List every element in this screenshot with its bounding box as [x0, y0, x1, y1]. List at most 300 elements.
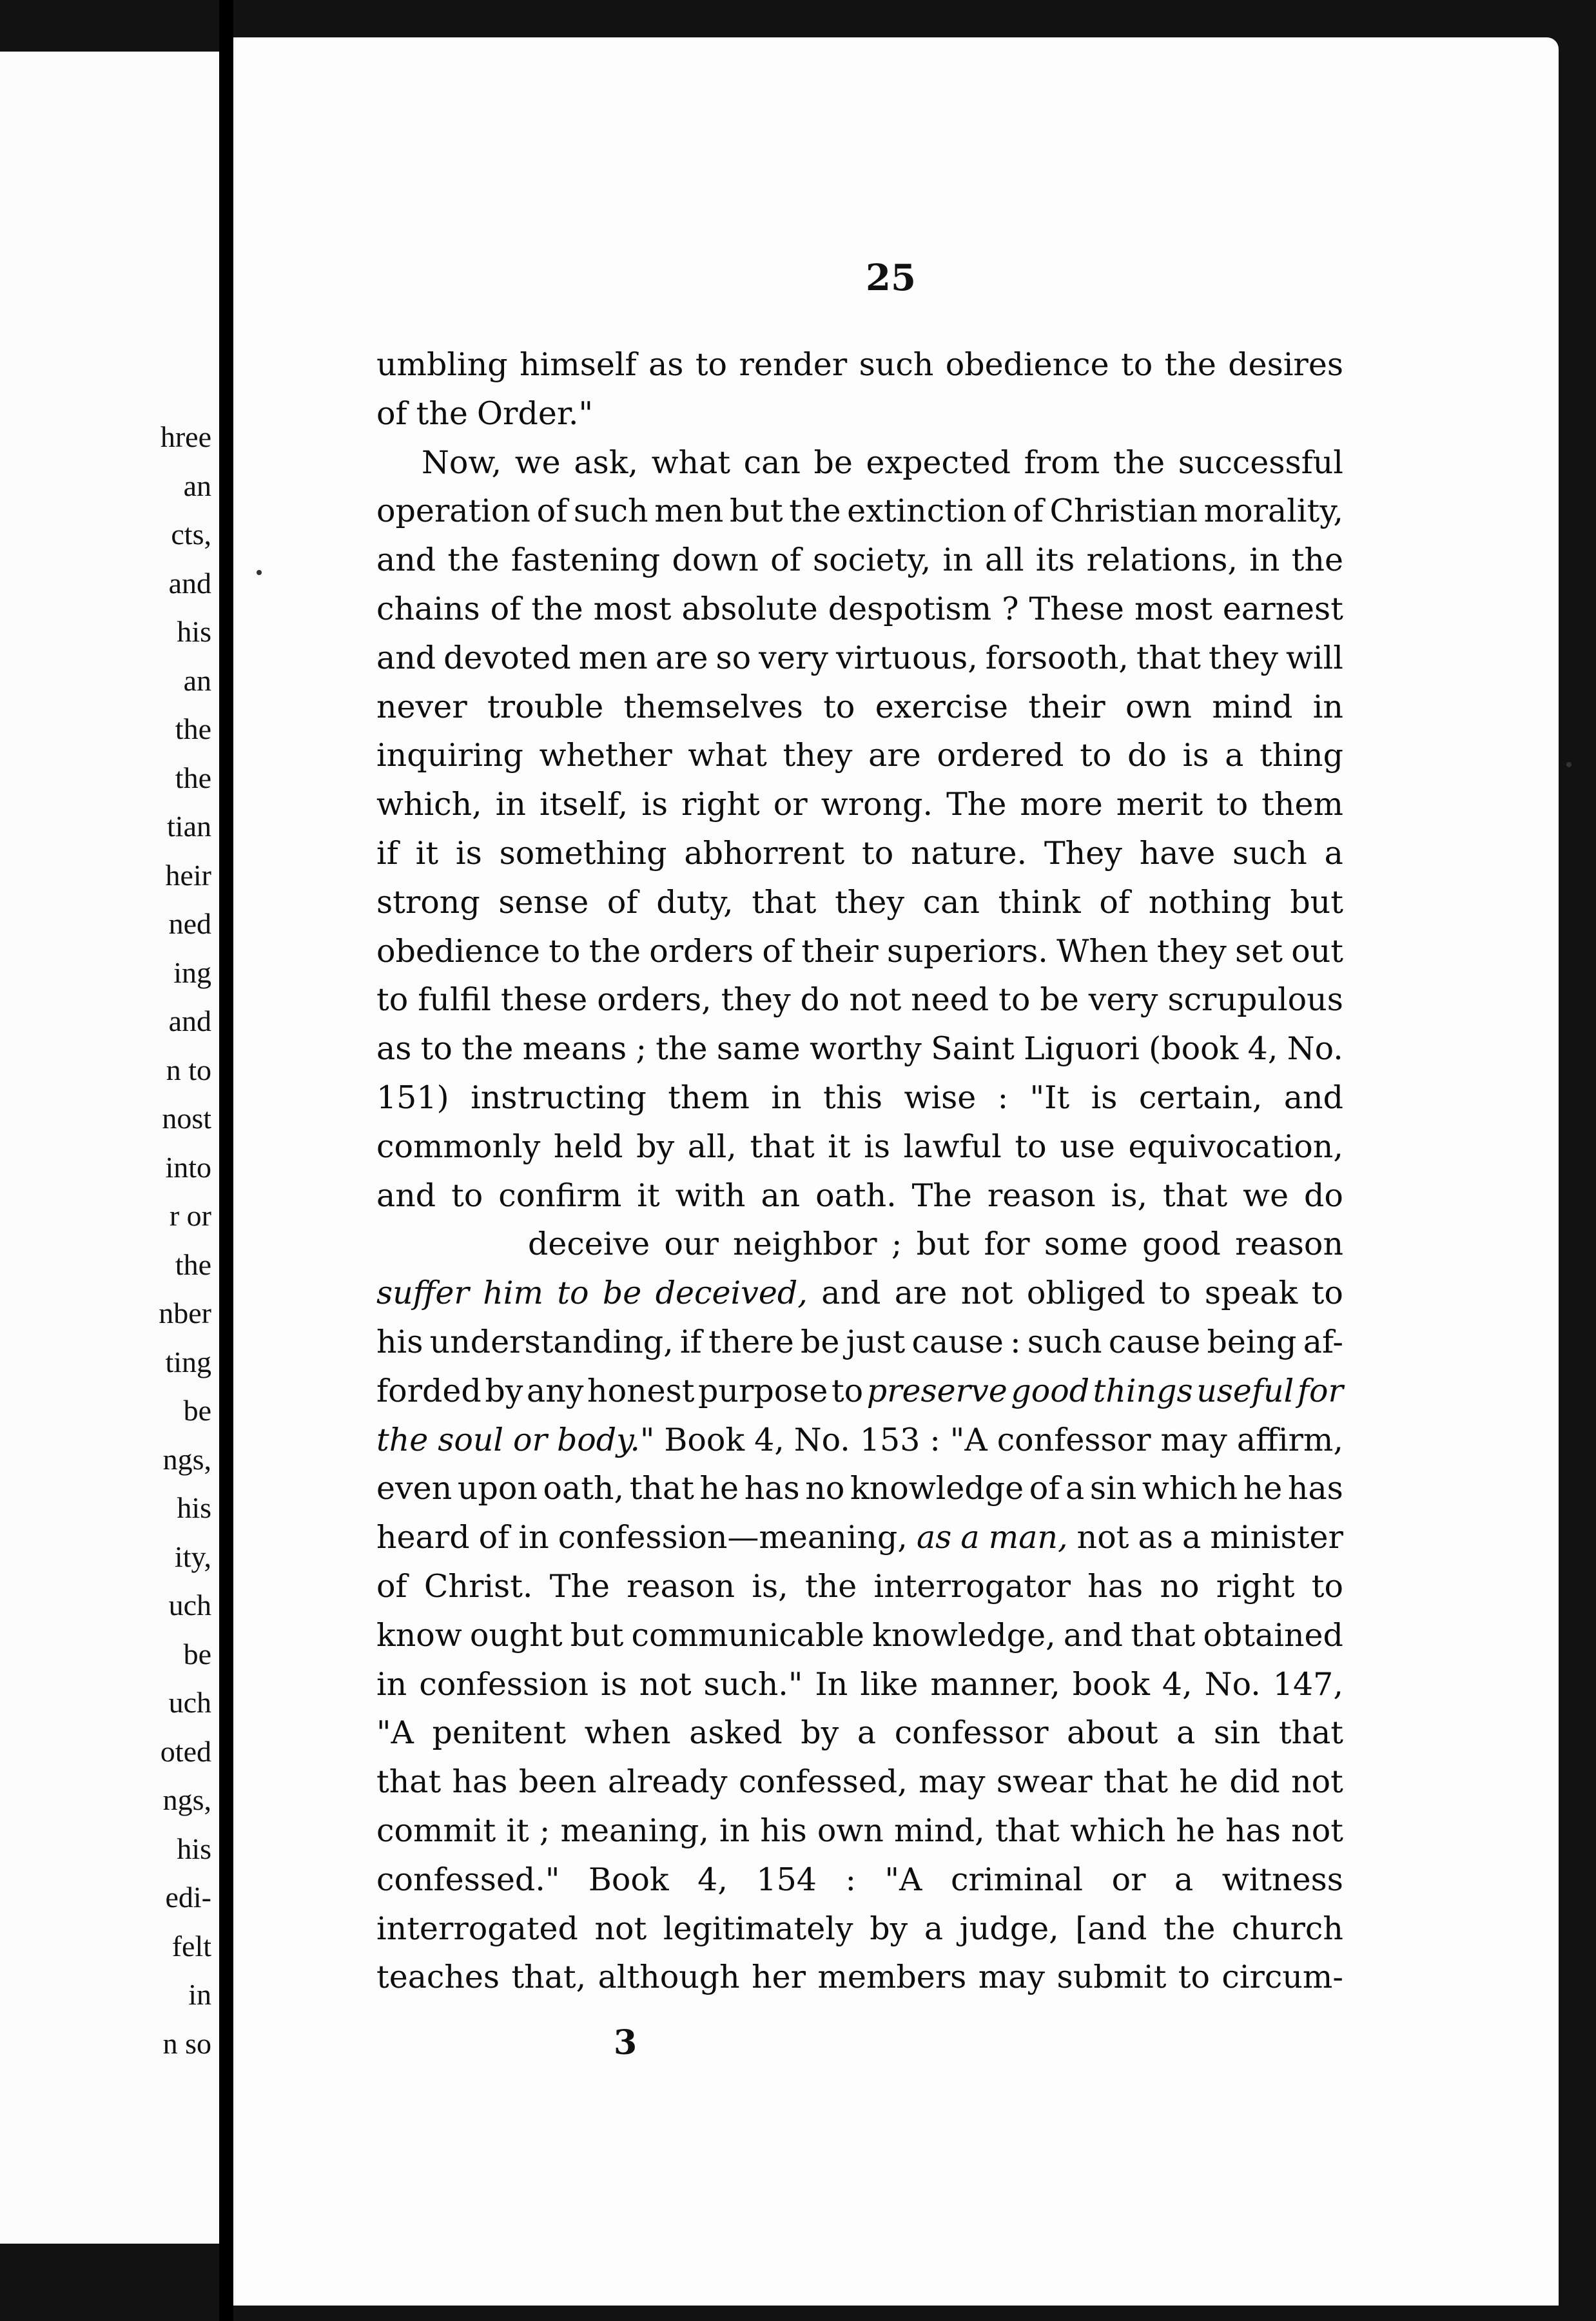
left-page-fragment: his: [177, 1832, 211, 1865]
text-word: church: [1231, 1910, 1343, 1947]
text-word: the: [589, 932, 641, 970]
text-word: do: [1304, 1177, 1343, 1214]
text-word: to: [823, 688, 855, 725]
text-line: [376, 536, 1343, 585]
text-word: [and: [1075, 1910, 1147, 1947]
text-line: [376, 585, 1343, 634]
text-word: The: [911, 1177, 972, 1214]
text-word: we: [1243, 1177, 1289, 1214]
text-word: useful: [1196, 1372, 1294, 1409]
left-page-fragment: his: [177, 1491, 211, 1524]
text-word: "It: [1029, 1079, 1070, 1116]
text-word: No.: [1287, 1030, 1343, 1068]
text-word: has: [744, 1470, 800, 1507]
text-word: their: [801, 932, 879, 970]
left-page-fragment: ity,: [174, 1540, 211, 1573]
text-word: witness: [1221, 1861, 1343, 1898]
text-word: there: [708, 1323, 794, 1360]
text-word: are: [894, 1275, 948, 1312]
text-word: 4,: [697, 1861, 728, 1898]
text-word: exercise: [875, 688, 1009, 725]
text-word: equivocation,: [1128, 1128, 1343, 1165]
text-word: to: [695, 346, 728, 383]
text-word: preserve: [866, 1372, 1007, 1409]
text-word: ;: [891, 1226, 902, 1263]
text-word: but: [729, 493, 783, 530]
left-page-fragment: ngs,: [162, 1783, 211, 1816]
text-word: ought: [469, 1616, 563, 1654]
text-word: No.: [1204, 1665, 1261, 1703]
left-page-fragment: be: [183, 1394, 211, 1427]
text-word: understanding,: [429, 1323, 674, 1360]
text-word: he: [1243, 1470, 1283, 1507]
text-word: such: [1027, 1323, 1102, 1360]
text-word: worthy: [809, 1030, 922, 1068]
left-page-fragment: ting: [165, 1345, 211, 1378]
text-word: lawful: [903, 1128, 1002, 1165]
left-page-fragment: ned: [168, 907, 211, 940]
text-word: most: [593, 590, 672, 627]
text-word: wrong.: [821, 786, 933, 823]
text-word: (book: [1149, 1030, 1239, 1068]
text-word: "A: [884, 1861, 922, 1898]
text-word: already: [608, 1763, 728, 1801]
text-word: confessed.": [376, 1861, 560, 1898]
text-word: thing: [1260, 737, 1343, 774]
text-word: itself,: [540, 786, 628, 823]
text-word: to: [1080, 737, 1112, 774]
text-word: purpose: [698, 1372, 828, 1409]
text-word: about: [1067, 1714, 1158, 1752]
text-word: in: [1312, 688, 1343, 725]
text-word: to: [1216, 786, 1249, 823]
text-word: of: [536, 493, 568, 530]
text-word: "A: [949, 1421, 988, 1458]
text-line: [376, 340, 1343, 389]
text-word: confession: [419, 1665, 589, 1703]
text-word: he: [1176, 1812, 1215, 1849]
text-line: [376, 1367, 1343, 1416]
text-word: affirm,: [1236, 1421, 1343, 1458]
text-word: and: [376, 1177, 436, 1214]
text-word: judge,: [959, 1910, 1059, 1947]
text-word: themselves: [623, 688, 803, 725]
text-word: the: [1113, 444, 1165, 481]
left-page-fragment: uch: [168, 1686, 211, 1719]
text-word: are: [868, 737, 921, 774]
text-word: is,: [1111, 1177, 1148, 1214]
text-word: like: [860, 1665, 919, 1703]
text-word: Saint: [931, 1030, 1015, 1068]
text-word: him: [483, 1275, 543, 1312]
text-word: even: [376, 1470, 453, 1507]
text-line: [376, 1318, 1343, 1367]
text-word: Order.": [476, 395, 594, 432]
text-word: man,: [988, 1519, 1068, 1556]
text-word: extinction: [847, 493, 1007, 530]
text-word: 4,: [1247, 1030, 1278, 1068]
left-page-fragment: nber: [159, 1297, 211, 1329]
text-word: use: [1060, 1128, 1115, 1165]
text-word: Now,: [422, 444, 502, 481]
text-word: set: [1235, 932, 1283, 970]
text-word: that: [376, 1763, 442, 1801]
body-text: [376, 340, 1343, 2002]
text-word: something: [499, 834, 667, 872]
text-word: to: [557, 1275, 589, 1312]
left-page-fragment: and: [168, 1004, 211, 1037]
text-word: meaning,: [560, 1812, 709, 1849]
text-word: teaches: [376, 1959, 500, 1996]
text-word: held: [553, 1128, 623, 1165]
text-word: of: [1013, 493, 1044, 530]
text-word: chains: [376, 590, 480, 627]
text-word: to: [998, 981, 1031, 1019]
text-word: to: [1159, 1275, 1191, 1312]
text-word: men: [578, 639, 648, 676]
text-word: which: [1142, 1470, 1238, 1507]
text-word: has: [452, 1763, 508, 1801]
left-page-fragment: cts,: [171, 518, 211, 551]
text-word: will: [1285, 639, 1343, 676]
text-word: an: [761, 1177, 801, 1214]
text-word: confirm: [498, 1177, 622, 1214]
text-word: or: [773, 786, 808, 823]
text-word: fulfil: [418, 981, 491, 1019]
text-word: if: [679, 1323, 702, 1360]
text-line: [376, 487, 1343, 536]
text-word: but: [570, 1616, 624, 1654]
text-word: operation: [376, 493, 530, 530]
text-word: so: [715, 639, 752, 676]
text-word: In: [815, 1665, 848, 1703]
text-word: earnest: [1222, 590, 1343, 627]
text-word: no: [1160, 1567, 1200, 1605]
text-word: what: [688, 737, 767, 774]
left-page-fragment: tian: [167, 810, 211, 843]
text-word: can: [743, 444, 801, 481]
text-word: sense: [498, 883, 589, 921]
text-word: oath,: [543, 1470, 625, 1507]
text-word: interrogator: [873, 1567, 1071, 1605]
text-word: is,: [752, 1567, 788, 1605]
text-word: heard: [376, 1519, 470, 1556]
page-number: 25: [866, 257, 916, 299]
text-word: interrogated: [376, 1910, 578, 1947]
text-word: of: [762, 932, 793, 970]
text-word: ask,: [574, 444, 638, 481]
text-word: such: [1232, 834, 1307, 872]
text-word: body.": [556, 1421, 655, 1458]
text-word: and: [1283, 1079, 1343, 1116]
left-page-fragment: his: [177, 615, 211, 648]
text-word: and: [1063, 1616, 1124, 1654]
left-page-fragment: r or: [169, 1199, 211, 1232]
text-word: the: [1164, 346, 1216, 383]
text-word: oath.: [815, 1177, 897, 1214]
text-word: by: [485, 1372, 523, 1409]
text-word: absolute: [681, 590, 818, 627]
text-word: 153: [859, 1421, 920, 1458]
text-word: means: [522, 1030, 627, 1068]
text-word: that: [1278, 1714, 1343, 1752]
text-word: their: [1028, 688, 1105, 725]
text-word: with: [675, 1177, 746, 1214]
text-word: 4,: [1162, 1665, 1192, 1703]
text-word: just: [846, 1323, 906, 1360]
text-line: [376, 1024, 1343, 1073]
text-word: its: [1035, 542, 1075, 579]
text-word: by: [636, 1128, 675, 1165]
text-word: :: [997, 1079, 1009, 1116]
text-word: as: [916, 1519, 952, 1556]
left-page-fragment: the: [175, 712, 211, 745]
text-word: never: [376, 688, 467, 725]
left-page-fragment: ing: [173, 955, 211, 989]
text-word: a: [960, 1519, 980, 1556]
text-word: sin: [1089, 1470, 1137, 1507]
left-page-fragment: in: [188, 1978, 211, 2011]
text-word: book: [1072, 1665, 1150, 1703]
left-page-fragment: n to: [166, 1053, 211, 1086]
text-word: we: [514, 444, 561, 481]
text-word: not: [594, 1910, 647, 1947]
text-word: whether: [539, 737, 672, 774]
left-page-fragment: be: [183, 1637, 211, 1670]
text-word: has: [1287, 1470, 1343, 1507]
text-word: strong: [376, 883, 480, 921]
text-word: do: [800, 981, 840, 1019]
left-page-text-fragments: [159, 413, 211, 2068]
text-word: they: [783, 737, 853, 774]
text-word: When: [1056, 932, 1149, 970]
left-page-fragment: an: [183, 469, 211, 502]
text-word: fastening: [511, 542, 661, 579]
text-word: very: [759, 639, 828, 676]
text-word: The: [549, 1567, 610, 1605]
text-word: to: [376, 981, 409, 1019]
text-word: of: [478, 1519, 510, 1556]
text-word: that: [1103, 1763, 1169, 1801]
text-word: but: [1290, 883, 1343, 921]
text-line: [376, 1269, 1343, 1318]
text-word: society,: [813, 542, 931, 579]
text-word: not: [1291, 1763, 1343, 1801]
signature-mark: 3: [614, 2023, 637, 2062]
text-word: render: [739, 346, 848, 383]
text-word: mind: [1212, 688, 1293, 725]
text-word: merit: [1116, 786, 1203, 823]
text-line: [376, 1953, 1343, 2002]
text-word: being: [1207, 1323, 1297, 1360]
text-word: members: [817, 1959, 967, 1996]
text-word: and: [821, 1275, 881, 1312]
text-word: our: [664, 1226, 719, 1263]
text-word: obedience: [376, 932, 540, 970]
text-word: is: [600, 1665, 627, 1703]
text-word: honest: [587, 1372, 695, 1409]
text-word: that: [752, 883, 817, 921]
text-word: obliged: [1026, 1275, 1145, 1312]
text-word: 154: [756, 1861, 817, 1898]
text-word: all: [984, 542, 1024, 579]
text-word: morality,: [1203, 493, 1343, 530]
left-page-fragment: n so: [162, 2026, 211, 2060]
text-word: any: [526, 1372, 584, 1409]
text-word: of: [490, 590, 521, 627]
text-word: penitent: [432, 1714, 567, 1752]
text-word: is: [1091, 1079, 1118, 1116]
text-word: for: [1297, 1372, 1343, 1409]
text-word: the: [447, 542, 500, 579]
text-word: the: [789, 493, 841, 530]
text-word: to: [1311, 1275, 1343, 1312]
text-word: despotism: [828, 590, 992, 627]
margin-speck: [257, 570, 262, 575]
text-word: a: [924, 1910, 944, 1947]
text-word: confessed,: [738, 1763, 908, 1801]
text-word: that: [1136, 639, 1201, 676]
text-word: and: [376, 542, 436, 579]
left-page-fragment: the: [175, 761, 211, 794]
text-line: [376, 780, 1343, 829]
text-line: [376, 1073, 1343, 1122]
text-word: or: [513, 1421, 547, 1458]
text-word: reason: [987, 1177, 1096, 1214]
text-word: cause: [1108, 1323, 1201, 1360]
text-word: nature.: [911, 834, 1027, 872]
text-word: his: [376, 1323, 423, 1360]
left-page-fragment: edi-: [165, 1881, 211, 1914]
text-word: a: [1225, 737, 1244, 774]
text-word: they: [1209, 639, 1278, 676]
text-word: ;: [636, 1030, 647, 1068]
text-word: that: [750, 1128, 815, 1165]
text-word: reason: [627, 1567, 735, 1605]
text-word: be: [602, 1275, 642, 1312]
text-word: forded: [376, 1372, 482, 1409]
text-word: know: [376, 1616, 462, 1654]
text-word: his: [760, 1812, 807, 1849]
text-word: the: [656, 1030, 708, 1068]
left-page-fragment: uch: [168, 1589, 211, 1621]
text-line: [376, 1562, 1343, 1611]
text-word: or: [1111, 1861, 1146, 1898]
text-word: in: [495, 786, 526, 823]
text-word: not: [1291, 1812, 1343, 1849]
text-line: [376, 1807, 1343, 1856]
text-word: some: [1044, 1226, 1128, 1263]
text-word: The: [946, 786, 1007, 823]
left-page-fragment: oted: [160, 1734, 211, 1768]
left-page-fragment: nost: [162, 1102, 211, 1135]
book-gutter: [219, 0, 233, 2321]
text-word: is: [455, 834, 482, 872]
text-word: but: [916, 1226, 970, 1263]
text-word: a: [1176, 1714, 1196, 1752]
text-line: [376, 683, 1343, 732]
text-word: same: [716, 1030, 801, 1068]
text-word: what: [651, 444, 731, 481]
text-word: upon: [457, 1470, 538, 1507]
text-word: as: [376, 1030, 412, 1068]
text-word: asked: [689, 1714, 783, 1752]
text-word: be: [1040, 981, 1079, 1019]
text-word: as: [648, 346, 684, 383]
text-word: that: [1163, 1177, 1228, 1214]
text-word: manner,: [930, 1665, 1060, 1703]
text-word: knowledge: [850, 1470, 1024, 1507]
text-word: in: [942, 542, 973, 579]
left-page-fragment: ngs,: [162, 1442, 211, 1476]
text-word: think: [998, 883, 1081, 921]
text-word: it: [828, 1128, 851, 1165]
text-word: not: [1076, 1519, 1129, 1556]
text-word: to: [451, 1177, 483, 1214]
text-word: orders,: [597, 981, 712, 1019]
text-word: in: [719, 1812, 750, 1849]
text-word: :: [1010, 1323, 1021, 1360]
text-word: abhorrent: [684, 834, 845, 872]
text-word: submit: [1056, 1959, 1167, 1996]
text-word: no: [805, 1470, 845, 1507]
text-word: that: [995, 1812, 1060, 1849]
text-word: relations,: [1086, 542, 1238, 579]
text-word: the: [1163, 1910, 1216, 1947]
text-word: duty,: [656, 883, 734, 921]
text-word: nothing: [1148, 883, 1272, 921]
text-word: himself: [520, 346, 637, 383]
text-word: by: [870, 1910, 908, 1947]
text-word: confessor: [894, 1714, 1049, 1752]
text-word: a: [1324, 834, 1343, 872]
text-word: af-: [1303, 1323, 1343, 1360]
text-line: [376, 1416, 1343, 1465]
text-word: knowledge,: [872, 1616, 1056, 1654]
text-word: Book: [664, 1421, 745, 1458]
text-word: swear: [996, 1763, 1093, 1801]
text-word: such: [573, 493, 648, 530]
text-word: not: [849, 981, 902, 1019]
text-word: wise: [904, 1079, 977, 1116]
text-word: by: [801, 1714, 839, 1752]
text-word: down: [672, 542, 759, 579]
left-page: [0, 52, 219, 2244]
text-word: things: [1093, 1372, 1193, 1409]
left-page-fragment: felt: [171, 1929, 211, 1963]
text-word: they: [1156, 932, 1227, 970]
text-word: of: [1099, 883, 1131, 921]
text-word: orders: [649, 932, 754, 970]
text-word: very: [1088, 981, 1158, 1019]
text-word: of: [1029, 1470, 1060, 1507]
text-word: of: [376, 395, 407, 432]
text-word: in: [1249, 542, 1280, 579]
text-line: [376, 1464, 1343, 1513]
text-word: did: [1229, 1763, 1280, 1801]
text-word: successful: [1178, 444, 1343, 481]
text-word: expected: [866, 444, 1011, 481]
text-line: [376, 1220, 1343, 1269]
text-word: have: [1139, 834, 1216, 872]
text-word: her: [752, 1959, 806, 1996]
text-word: to: [1015, 1128, 1047, 1165]
text-word: forsooth,: [985, 639, 1129, 676]
text-word: sin: [1213, 1714, 1261, 1752]
text-word: commit: [376, 1812, 496, 1849]
text-word: Christian: [1049, 493, 1198, 530]
text-word: commonly: [376, 1128, 541, 1165]
